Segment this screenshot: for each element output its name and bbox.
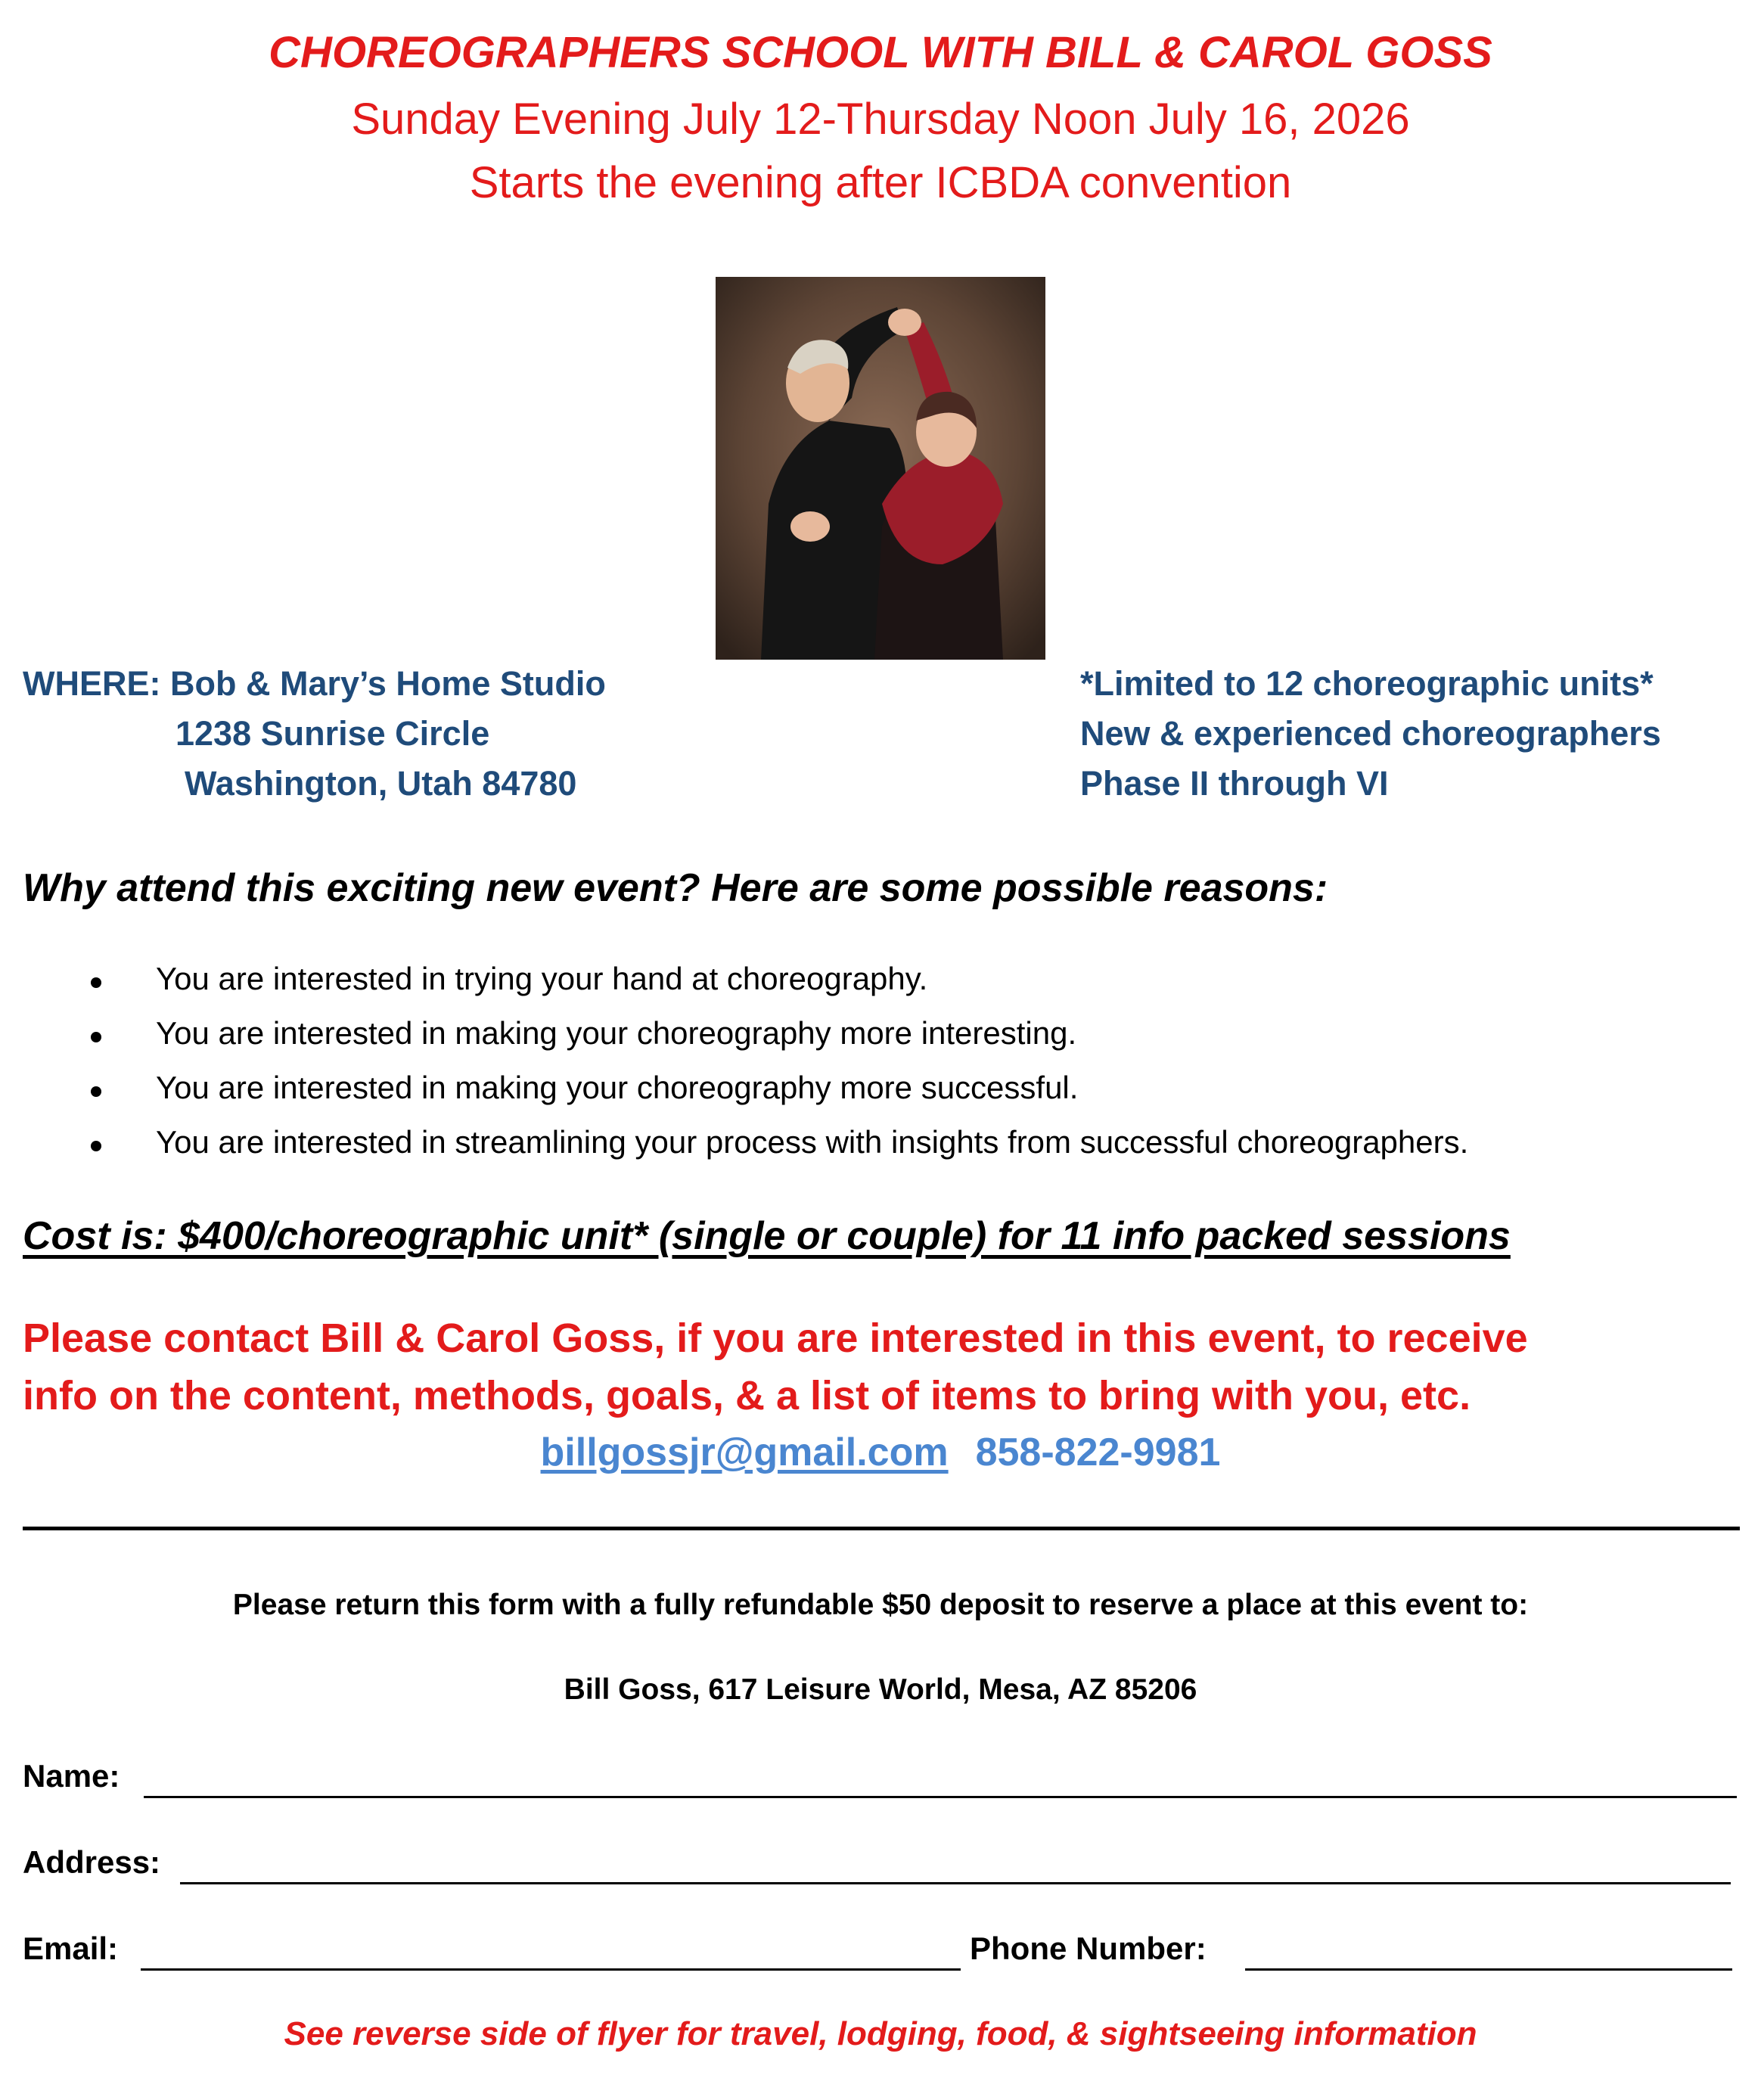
bullet-icon [91,1141,101,1151]
instructors-photo [716,277,1045,660]
email-label: Email: [23,1931,119,1966]
bullet-icon [91,1086,101,1097]
phone-label: Phone Number: [970,1931,1207,1966]
why-heading: Why attend this exciting new event? Here are some possible reasons: [23,866,1328,910]
event-dates: Sunday Evening July 12-Thursday Noon July 16, 2026 [351,95,1410,144]
contact-text-2: info on the content, methods, goals, & a list of items to bring with you, etc. [23,1373,1471,1418]
divider [23,1527,1740,1530]
address-field[interactable] [180,1882,1731,1884]
reason-text: You are interested in making your choreography more interesting. [156,1015,1077,1051]
list-item [0,1070,1761,1115]
audience-note: New & experienced choreographers [1080,714,1661,753]
location-street: 1238 Sunrise Circle [175,714,490,753]
bullet-icon [91,1032,101,1042]
email-link[interactable]: billgossjr@gmail.com [540,1431,949,1474]
reason-text: You are interested in trying your hand at choreography. [156,961,928,996]
phase-note: Phase II through VI [1080,764,1389,803]
return-instructions: Please return this form with a fully refundable $50 deposit to reserve a place at this event to: [232,1589,1529,1621]
cost-line: Cost is: $400/choreographic unit* (single or couple) for 11 info packed sessions [23,1214,1511,1258]
location-city: Washington, Utah 84780 [185,764,577,803]
name-label: Name: [23,1758,120,1794]
contact-text-1: Please contact Bill & Carol Goss, if you are interested in this event, to receive [23,1316,1528,1361]
reason-text: You are interested in streamlining your process with insights from successful choreographers. [156,1124,1469,1160]
mailing-address: Bill Goss, 617 Leisure World, Mesa, AZ 85206 [564,1673,1197,1706]
list-item [0,961,1761,1006]
phone-field[interactable] [1245,1968,1732,1971]
reason-text: You are interested in making your choreography more successful. [156,1070,1079,1105]
email-field[interactable] [141,1968,961,1971]
name-field[interactable] [144,1796,1737,1798]
location-where: WHERE: Bob & Mary’s Home Studio [23,664,606,703]
contact-info [0,1430,1761,1475]
flyer-title: CHOREOGRAPHERS SCHOOL WITH BILL & CAROL GOSS [269,28,1492,77]
footer-note: See reverse side of flyer for travel, lodging, food, & sightseeing information [284,2015,1477,2052]
address-label: Address: [23,1844,161,1880]
list-item [0,1015,1761,1061]
bullet-icon [91,977,101,988]
list-item [0,1124,1761,1170]
phone-number: 858-822-9981 [975,1431,1221,1474]
limit-note: *Limited to 12 choreographic units* [1080,664,1654,703]
event-start-note: Starts the evening after ICBDA convention [469,158,1292,207]
